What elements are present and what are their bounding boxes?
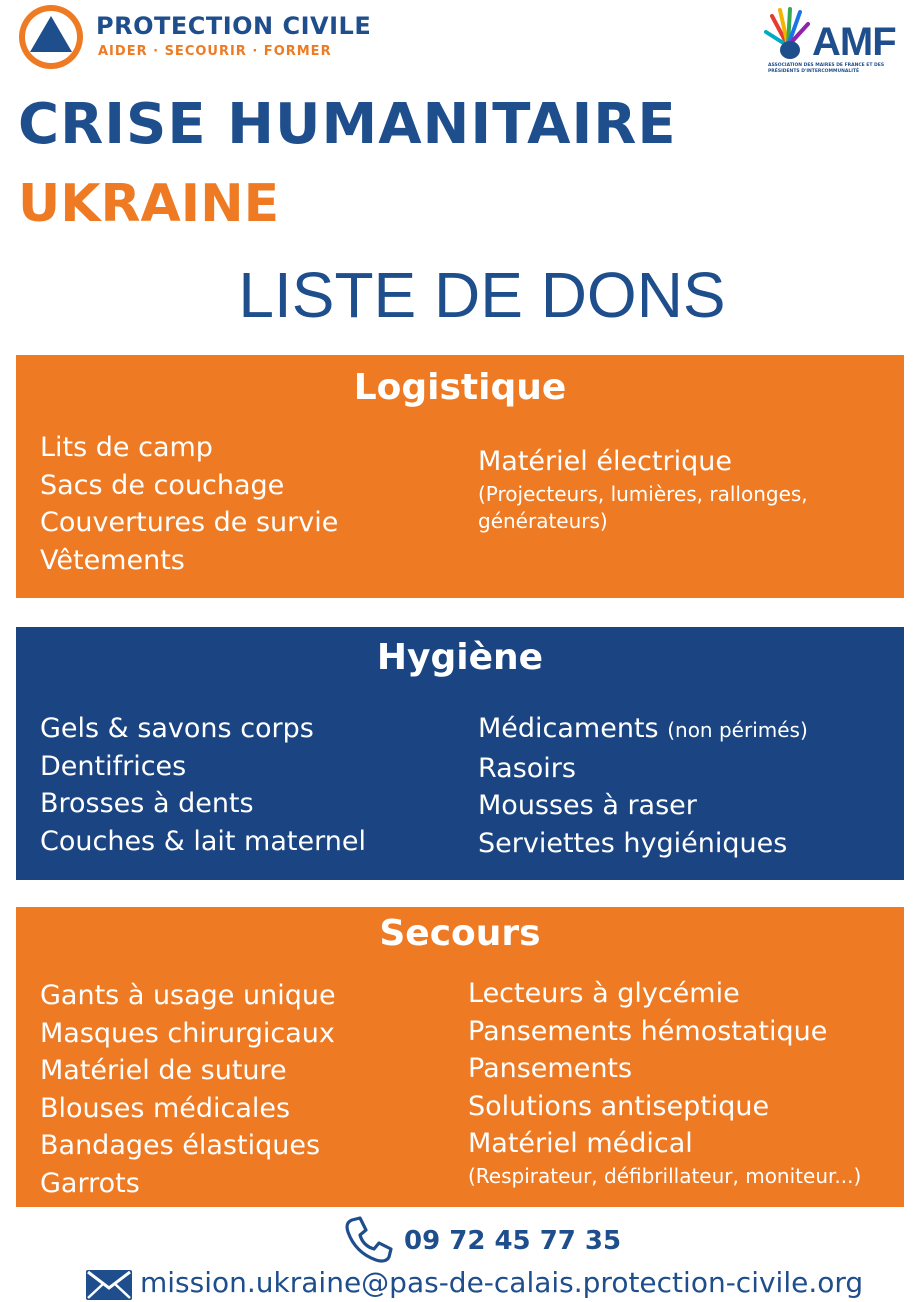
list-item: Serviettes hygiéniques	[478, 827, 788, 859]
secours-left-list	[40, 977, 336, 1202]
list-item: Brosses à dents	[40, 788, 254, 819]
list-item: Bandages élastiques	[40, 1130, 321, 1161]
list-item: Solutions antiseptique	[468, 1090, 770, 1122]
list-item: Mousses à raser	[478, 790, 697, 821]
list-item: Rasoirs	[478, 752, 576, 784]
list-item: Blouses médicales	[40, 1092, 291, 1124]
mail-icon	[86, 1270, 132, 1300]
hygiene-right-list	[478, 710, 808, 862]
list-item: Masques chirurgicaux	[40, 1017, 335, 1049]
item-note: générateurs)	[478, 508, 608, 533]
list-item: Couvertures de survie	[40, 507, 339, 538]
logistique-title: Logistique	[353, 367, 567, 408]
amf-name: AMF	[812, 20, 896, 64]
secours-right-list	[468, 975, 861, 1190]
list-item: Lecteurs à glycémie	[468, 978, 740, 1009]
amf-logo	[760, 6, 905, 78]
list-item: Pansements	[468, 1053, 633, 1084]
secours-panel	[16, 907, 904, 1207]
list-item: Garrots	[40, 1167, 140, 1199]
amf-hand-icon	[760, 6, 816, 62]
item-note: (Respirateur, défibrillateur, moniteur...)	[468, 1163, 862, 1188]
list-title: LISTE DE DONS	[238, 259, 726, 331]
hygiene-title: Hygiène	[376, 637, 544, 678]
list-item: Gants à usage unique	[40, 980, 336, 1011]
hygiene-left-list	[40, 710, 366, 860]
protection-civile-logo	[18, 4, 398, 74]
list-item: Lits de camp	[40, 432, 213, 463]
list-item	[478, 710, 808, 750]
logistique-right-list	[478, 443, 808, 535]
logistique-panel	[16, 355, 904, 598]
item-note: (non périmés)	[667, 718, 808, 742]
list-item: Vêtements	[40, 544, 185, 576]
list-item: Pansements hémostatique	[468, 1015, 828, 1047]
logistique-left-list	[40, 429, 338, 579]
secours-title: Secours	[379, 913, 541, 954]
item-note: (Projecteurs, lumières, rallonges,	[478, 481, 808, 506]
org-name: PROTECTION CIVILE	[96, 12, 372, 40]
list-item: Couches & lait maternel	[40, 825, 366, 857]
email-address[interactable]: mission.ukraine@pas-de-calais.protection-civile.org	[140, 1266, 864, 1299]
page-title: CRISE HUMANITAIRE	[18, 92, 677, 157]
page-subtitle: UKRAINE	[18, 174, 280, 234]
list-item: Matériel de suture	[40, 1055, 287, 1086]
phone-icon	[342, 1214, 394, 1266]
list-item: Dentifrices	[40, 750, 187, 782]
item-label: Médicaments	[478, 713, 659, 744]
org-tagline: AIDER · SECOURIR · FORMER	[98, 44, 332, 59]
list-item: Matériel médical	[468, 1128, 693, 1159]
phone-number[interactable]: 09 72 45 77 35	[404, 1226, 622, 1256]
amf-subtitle: ASSOCIATION DES MAIRES DE FRANCE ET DES PRÉSIDENTS D'INTERCOMMUNALITÉ	[768, 63, 885, 74]
list-item: Sacs de couchage	[40, 469, 285, 501]
list-item: Matériel électrique	[478, 446, 732, 477]
protection-civile-triangle-icon	[18, 4, 84, 70]
hygiene-panel	[16, 627, 904, 880]
list-item: Gels & savons corps	[40, 713, 314, 744]
